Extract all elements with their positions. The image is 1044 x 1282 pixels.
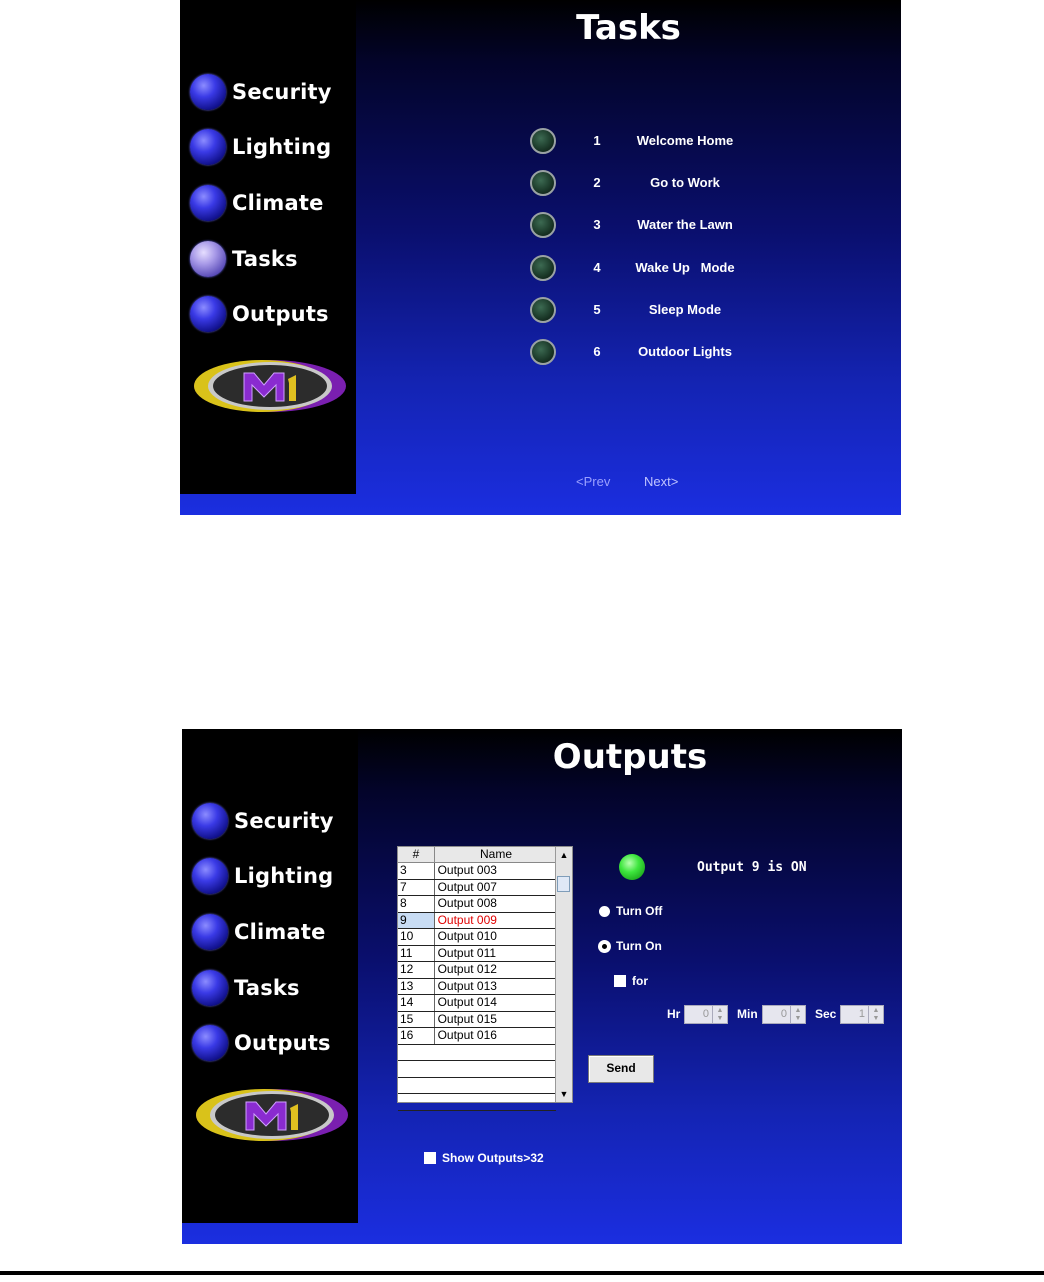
output-number-cell: 12	[398, 962, 435, 978]
table-row[interactable]	[398, 1028, 556, 1045]
table-row[interactable]	[398, 962, 556, 979]
security-orb-icon	[192, 803, 228, 839]
task-name: Welcome Home	[636, 133, 734, 148]
task-row	[180, 337, 901, 367]
output-number-cell: 9	[398, 913, 435, 929]
sidebar-item-tasks[interactable]	[192, 960, 334, 1016]
for-checkbox[interactable]	[614, 974, 648, 988]
sidebar-item-outputs[interactable]	[192, 1015, 334, 1071]
sidebar-item-lighting[interactable]	[192, 849, 334, 905]
table-row[interactable]	[398, 979, 556, 996]
minutes-label: Min	[737, 1007, 758, 1021]
task-row	[180, 253, 901, 283]
radio-off-icon	[599, 906, 610, 917]
outputs-orb-icon	[192, 1025, 228, 1061]
output-number-cell: 3	[398, 863, 435, 879]
prev-page-link[interactable]: <Prev	[576, 474, 611, 489]
output-name-cell: Output 009	[437, 912, 497, 927]
output-number-cell: 13	[398, 979, 435, 995]
table-row[interactable]	[398, 880, 556, 897]
empty-table-row	[398, 1078, 556, 1095]
output-status-led-icon	[619, 854, 645, 880]
sidebar-item-label: Outputs	[234, 1031, 331, 1056]
table-row[interactable]	[398, 863, 556, 880]
output-name-cell: Output 008	[437, 896, 497, 910]
hours-value: 0	[702, 1008, 709, 1020]
output-number-cell: 11	[398, 946, 435, 962]
minutes-spinner[interactable]	[762, 1005, 806, 1024]
task-number: 5	[593, 301, 601, 317]
for-label: for	[632, 974, 648, 988]
task-number: 6	[593, 344, 601, 359]
scroll-down-arrow-icon[interactable]: ▼	[559, 1089, 569, 1099]
task-led-button-icon[interactable]	[530, 255, 556, 281]
outputs-screen	[182, 729, 902, 1244]
output-name-cell: Output 014	[437, 995, 497, 1009]
outputs-sidebar	[182, 729, 358, 1223]
show-outputs-label: Show Outputs>32	[442, 1151, 544, 1165]
spinner-arrows-icon[interactable]: ▲ ▼	[712, 1006, 727, 1023]
page-title: Outputs	[552, 737, 708, 777]
task-number: 3	[593, 217, 601, 233]
output-number-cell: 8	[398, 896, 435, 912]
task-row	[180, 168, 901, 198]
task-name: Sleep Mode	[648, 301, 722, 317]
task-number: 1	[593, 133, 601, 148]
task-led-button-icon[interactable]	[530, 128, 556, 154]
output-name-cell: Output 007	[437, 879, 497, 894]
empty-table-row	[398, 1061, 556, 1078]
checkbox-icon	[614, 975, 626, 987]
security-orb-icon	[190, 74, 226, 110]
table-scrollbar[interactable]	[555, 847, 572, 1102]
output-name-cell: Output 016	[437, 1028, 497, 1042]
task-led-button-icon[interactable]	[530, 212, 556, 238]
sidebar-item-label: Tasks	[232, 246, 298, 271]
task-row	[180, 126, 901, 156]
table-row[interactable]	[398, 946, 556, 963]
sidebar-item-label: Climate	[232, 190, 324, 215]
output-name-cell: Output 010	[437, 929, 497, 943]
output-name-cell: Output 015	[437, 1011, 497, 1026]
output-number-cell: 10	[398, 929, 435, 945]
tasks-sidebar	[180, 0, 356, 494]
seconds-value: 1	[858, 1008, 865, 1020]
output-number-cell: 7	[398, 880, 435, 896]
turn-on-label: Turn On	[616, 939, 662, 953]
sidebar-item-security[interactable]	[192, 793, 334, 849]
empty-table-row	[398, 1045, 556, 1062]
m1-logo-icon	[194, 1084, 350, 1146]
task-number: 4	[593, 259, 601, 275]
turn-off-label: Turn Off	[616, 904, 663, 918]
task-name: Go to Work	[650, 175, 720, 191]
send-button[interactable]: Send	[588, 1055, 654, 1083]
output-name-cell: Output 012	[437, 962, 497, 976]
output-name-cell: Output 011	[437, 945, 497, 960]
sidebar-item-label: Lighting	[234, 864, 334, 889]
table-row[interactable]	[398, 1012, 556, 1029]
task-led-button-icon[interactable]	[530, 170, 556, 196]
task-row	[180, 210, 901, 240]
output-number-cell: 14	[398, 995, 435, 1011]
column-header-number[interactable]: #	[398, 847, 435, 862]
hours-label: Hr	[667, 1007, 681, 1021]
sidebar-item-label: Outputs	[232, 302, 329, 327]
seconds-spinner[interactable]	[840, 1005, 884, 1024]
page-footer-rule	[0, 1271, 1044, 1275]
task-row	[180, 295, 901, 325]
outputs-table-body	[398, 863, 556, 1111]
sidebar-item-climate[interactable]	[192, 904, 334, 960]
outputs-table[interactable]	[397, 846, 573, 1103]
seconds-label: Sec	[815, 1007, 837, 1021]
output-number-cell: 16	[398, 1028, 435, 1044]
output-name-cell: Output 013	[437, 978, 497, 993]
checkbox-icon	[424, 1152, 436, 1164]
output-number-cell: 15	[398, 1012, 435, 1028]
sidebar-item-label: Climate	[234, 919, 326, 944]
turn-on-radio[interactable]	[599, 939, 662, 953]
table-row[interactable]	[398, 896, 556, 913]
table-row[interactable]	[398, 995, 556, 1012]
tasks-screen	[180, 0, 901, 515]
task-number: 2	[593, 175, 601, 191]
column-header-name[interactable]: Name	[435, 847, 558, 862]
task-led-button-icon[interactable]	[530, 339, 556, 365]
minutes-value: 0	[780, 1008, 787, 1020]
spinner-arrows-icon[interactable]: ▲ ▼	[790, 1006, 805, 1023]
turn-off-radio[interactable]	[599, 904, 662, 918]
outputs-nav-menu	[192, 793, 334, 1071]
sidebar-item-security[interactable]	[190, 64, 332, 120]
tasks-orb-icon	[192, 970, 228, 1006]
table-header	[398, 847, 572, 863]
scroll-up-arrow-icon[interactable]: ▲	[559, 850, 569, 860]
next-page-link[interactable]: Next>	[644, 474, 679, 489]
hours-spinner[interactable]	[684, 1005, 728, 1024]
sidebar-item-label: Security	[234, 808, 334, 833]
task-led-button-icon[interactable]	[530, 297, 556, 323]
output-status-text: Output 9 is ON	[697, 860, 807, 875]
spinner-arrows-icon[interactable]: ▲ ▼	[868, 1006, 883, 1023]
task-name: Outdoor Lights	[638, 344, 732, 359]
page-title: Tasks	[576, 8, 681, 48]
lighting-orb-icon	[192, 858, 228, 894]
empty-table-row	[398, 1094, 556, 1111]
sidebar-item-label: Lighting	[232, 135, 332, 160]
sidebar-item-label: Security	[232, 79, 332, 104]
sidebar-item-label: Tasks	[234, 975, 300, 1000]
task-name: Wake Up Mode	[635, 259, 735, 275]
climate-orb-icon	[192, 914, 228, 950]
task-name: Water the Lawn	[637, 217, 733, 233]
output-name-cell: Output 003	[437, 863, 497, 877]
table-row[interactable]	[398, 913, 556, 930]
radio-on-icon	[599, 941, 610, 952]
table-row[interactable]	[398, 929, 556, 946]
scrollbar-thumb[interactable]	[557, 876, 570, 892]
show-outputs-over-32-checkbox[interactable]	[424, 1151, 544, 1165]
